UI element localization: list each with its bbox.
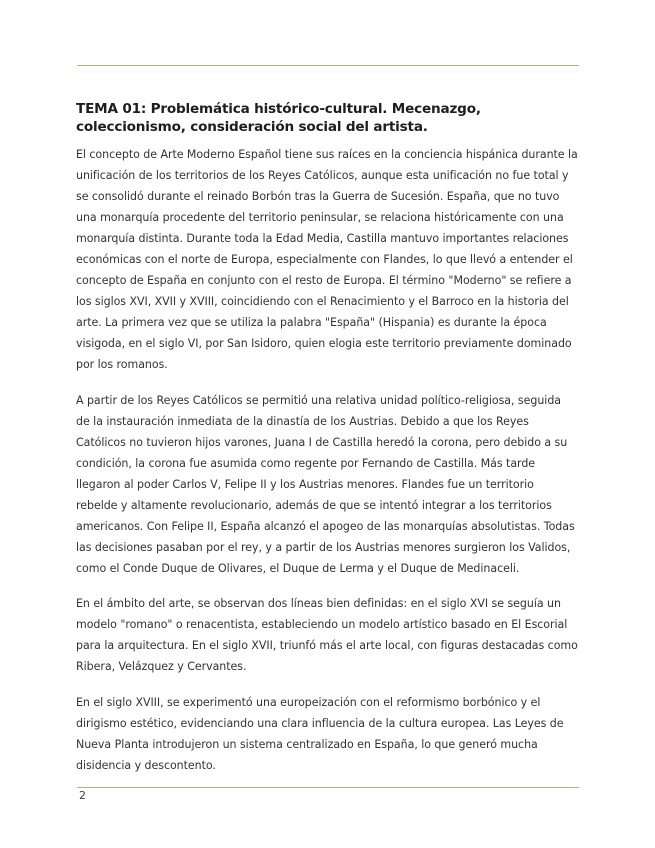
footer-divider: [77, 787, 579, 788]
section-title: TEMA 01: Problemática histórico-cultural. Mecenazgo, coleccionismo, consideración social del artista.: [76, 101, 481, 135]
paragraph-3: En el ámbito del arte, se observan dos líneas bien definidas: en el siglo XVI se seguía un modelo "romano" o renacentista, estableciendo un modelo artístico basado en El Escorial para la arquitectura. En el siglo XVII, triunfó más el arte local, con figuras destacadas como Ribera, Velázquez y Cervantes.: [76, 597, 578, 673]
header-divider: [77, 65, 579, 66]
paragraph-1: El concepto de Arte Moderno Español tiene sus raíces en la conciencia hispánica durante la unificación de los territorios de los Reyes Católicos, aunque esta unificación no fue total y se consolidó durante el reinado Borbón tras la Guerra de Sucesión. España, que no tuvo una monarquía procedente del territorio peninsular, se relaciona históricamente con una monarquía distinta. Durante toda la Edad Media, Castilla mantuvo importantes relaciones económicas con el norte de Europa, especialmente con Flandes, lo que llevó a entender el concepto de España en conjunto con el resto de Europa. El término "Moderno" se refiere a los siglos XVI, XVII y XVIII, coincidiendo con el Renacimiento y el Barroco en la historia del arte. La primera vez que se utiliza la palabra "España" (Hispania) es durante la época visigoda, en el siglo VI, por San Isidoro, quien elogia este territorio previamente dominado por los romanos.: [76, 148, 578, 371]
paragraph-2: A partir de los Reyes Católicos se permitió una relativa unidad político-religiosa, seguida de la instauración inmediata de la dinastía de los Austrias. Debido a que los Reyes Católicos no tuvieron hijos varones, Juana I de Castilla heredó la corona, pero debido a su condición, la corona fue asumida como regente por Fernando de Castilla. Más tarde llegaron al poder Carlos V, Felipe II y los Austrias menores. Flandes fue un territorio rebelde y altamente revolucionario, además de que se intentó integrar a los territorios americanos. Con Felipe II, España alcanzó el apogeo de las monarquías absolutistas. Todas las decisiones pasaban por el rey, y a partir de los Austrias menores surgieron los Validos, como el Conde Duque de Olivares, el Duque de Lerma y el Duque de Medinaceli.: [76, 393, 575, 575]
page-number: 2: [79, 789, 86, 802]
paragraph-4: En el siglo XVIII, se experimentó una europeización con el reformismo borbónico y el dirigismo estético, evidenciando una clara influencia de la cultura europea. Las Leyes de Nueva Planta introdujeron un sistema centralizado en España, lo que generó mucha disidencia y descontento.: [76, 695, 564, 772]
document-body: [76, 100, 578, 790]
